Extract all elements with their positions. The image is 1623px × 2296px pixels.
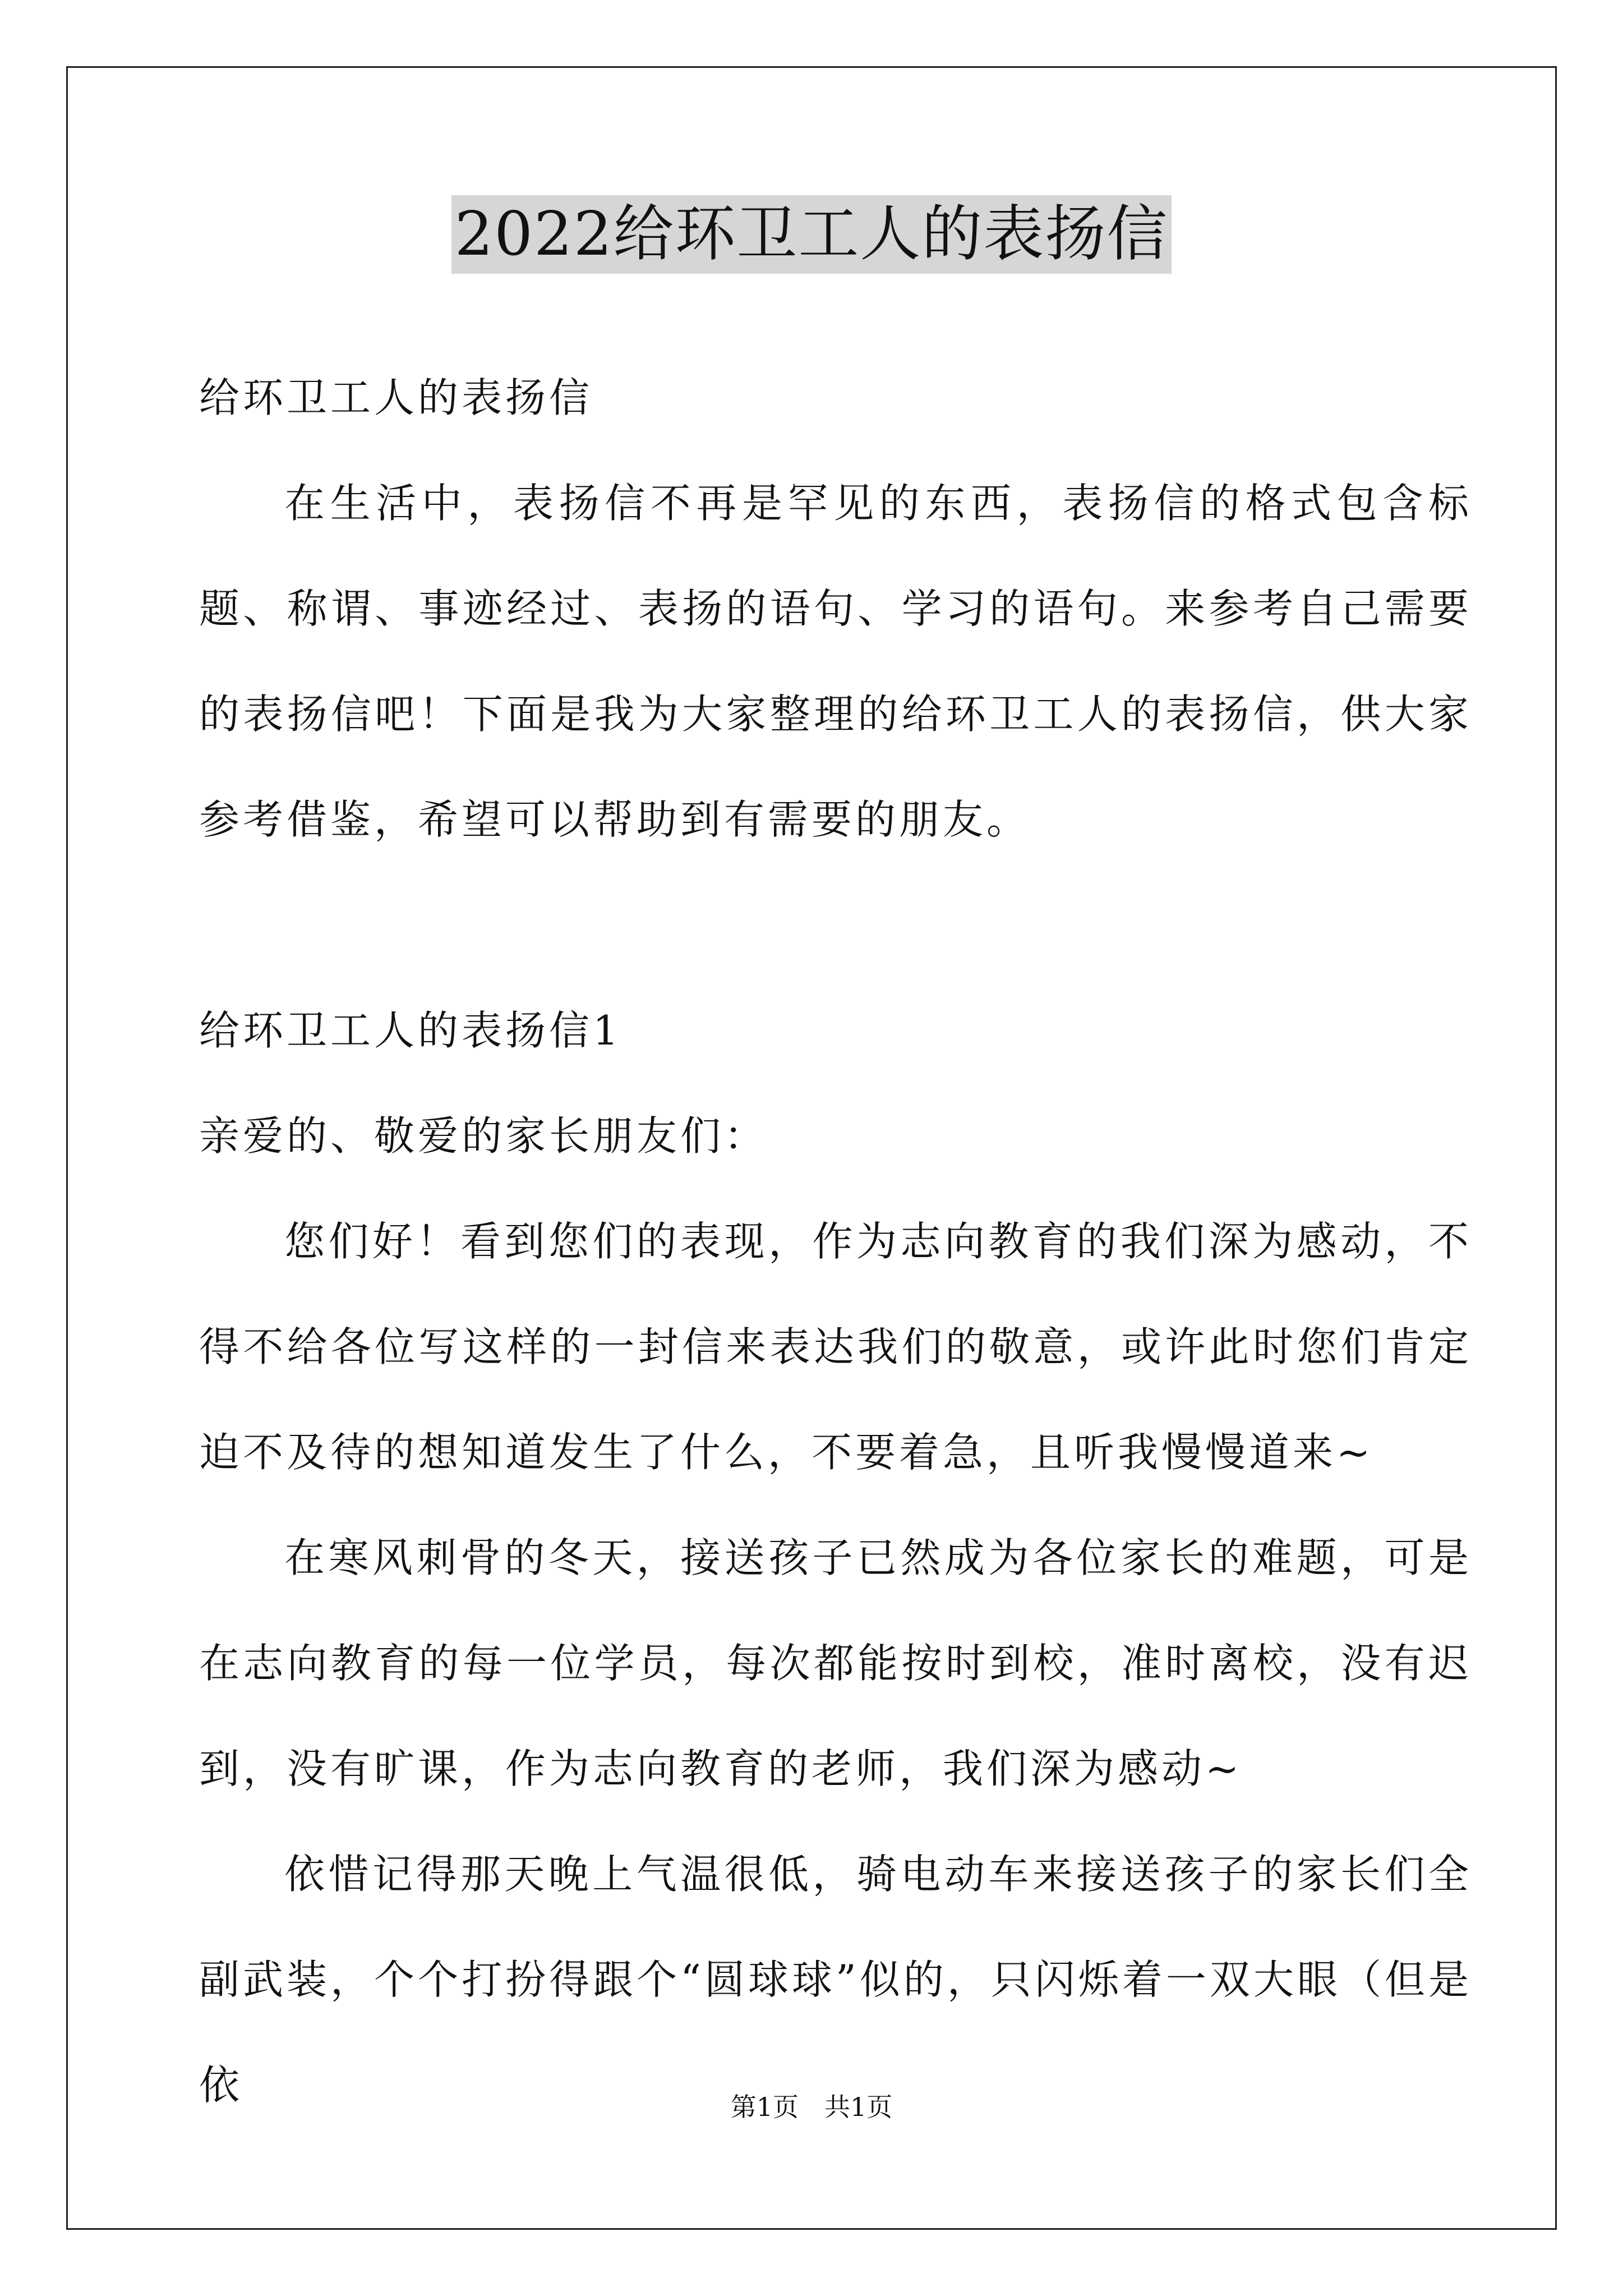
paragraph: 在寒风刺骨的冬天，接送孩子已然成为各位家长的难题，可是在志向教育的每一位学员，每次都能按时到校，准时离校，没有迟到，没有旷课，作为志向教育的老师，我们深为感动~ [199, 1534, 1472, 1792]
page-number: 第1页 [730, 2092, 799, 2122]
paragraph: 您们好！看到您们的表现，作为志向教育的我们深为感动，不得不给各位写这样的一封信来表达我们的敬意，或许此时您们肯定迫不及待的想知道发生了什么，不要着急，且听我慢慢道来~ [199, 1218, 1472, 1476]
paragraph: 在生活中，表扬信不再是罕见的东西，表扬信的格式包含标题、称谓、事迹经过、表扬的语句、学习的语句。来参考自己需要的表扬信吧！下面是我为大家整理的给环卫工人的表扬信，供大家参考借鉴，希望可以帮助到有需要的朋友。 [199, 480, 1472, 843]
paragraph: 给环卫工人的表扬信 [199, 374, 593, 421]
paragraph: 亲爱的、敬爱的家长朋友们： [199, 1112, 768, 1159]
document-body [199, 345, 1472, 2138]
document-title: 2022给环卫工人的表扬信 [451, 195, 1172, 274]
page-total: 共1页 [824, 2092, 893, 2122]
title-container [0, 195, 1623, 274]
page-footer [0, 2090, 1623, 2124]
paragraph: 依惜记得那天晚上气温很低，骑电动车来接送孩子的家长们全副武装，个个打扮得跟个“圆球球”似的，只闪烁着一双大眼（但是依 [199, 1851, 1472, 2109]
paragraph: 给环卫工人的表扬信1 [199, 1007, 622, 1054]
